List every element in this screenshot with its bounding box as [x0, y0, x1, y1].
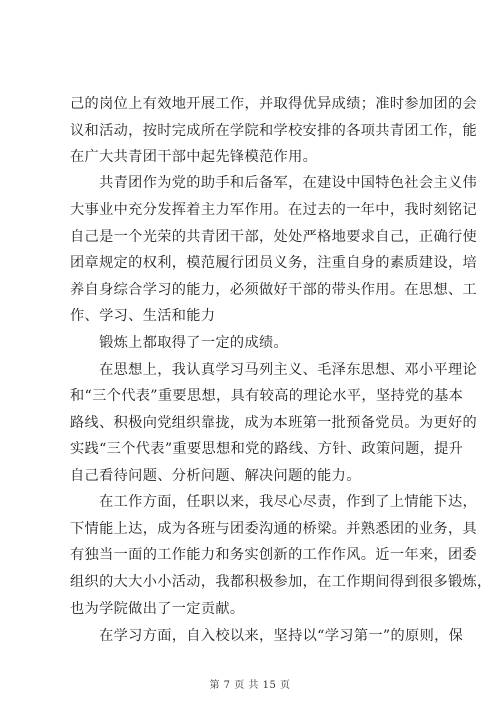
- text-line: 在思想上，我认真学习马列主义、毛泽东思想、邓小平理论: [70, 362, 478, 378]
- text-line: 己的岗位上有效地开展工作，并取得优异成绩；准时参加团的会: [70, 96, 478, 112]
- text-line: 在广大共青团干部中起先锋模范作用。: [70, 149, 318, 165]
- text-line: 也为学院做出了一定贡献。: [70, 601, 245, 617]
- text-line: 共青团作为党的助手和后备军，在建设中国特色社会主义伟: [70, 175, 478, 191]
- text-line: 在工作方面，任职以来，我尽心尽责，作到了上情能下达，: [70, 494, 478, 510]
- text-line: 组织的大大小小活动，我都积极参加，在工作期间得到很多锻炼，: [70, 574, 492, 590]
- text-line: 有独当一面的工作能力和务实创新的工作作风。近一年来，团委: [70, 547, 478, 563]
- text-line: 自己是一个光荣的共青团干部，处处严格地要求自己，正确行使: [70, 229, 478, 245]
- text-line: 锻炼上都取得了一定的成绩。: [70, 335, 289, 351]
- text-line: 养自身综合学习的能力，必须做好干部的带头作用。在思想、工: [70, 282, 478, 298]
- text-line: 团章规定的权利，模范履行团员义务，注重自身的素质建设，培: [70, 255, 478, 271]
- text-line: 和“三个代表”重要思想，具有较高的理论水平，坚持党的基本: [70, 388, 464, 404]
- text-line: 下情能上达，成为各班与团委沟通的桥梁。并熟悉团的业务，具: [70, 521, 478, 537]
- text-line: 作、学习、生活和能力: [70, 308, 216, 324]
- text-line: 在学习方面，自入校以来，坚持以“学习第一”的原则，保: [70, 628, 464, 644]
- text-line: 路线、积极向党组织靠拢，成为本班第一批预备党员。为更好的: [70, 415, 478, 431]
- page-footer: 第 7 页 共 15 页: [209, 680, 291, 691]
- text-line: 议和活动，按时完成所在学院和学校安排的各项共青团工作，能: [70, 123, 478, 139]
- text-line: 大事业中充分发挥着主力军作用。在过去的一年中，我时刻铭记: [70, 202, 478, 218]
- text-line: 实践“三个代表”重要思想和党的路线、方针、政策问题，提升: [70, 441, 464, 457]
- text-line: 自己看待问题、分析问题、解决问题的能力。: [70, 468, 361, 484]
